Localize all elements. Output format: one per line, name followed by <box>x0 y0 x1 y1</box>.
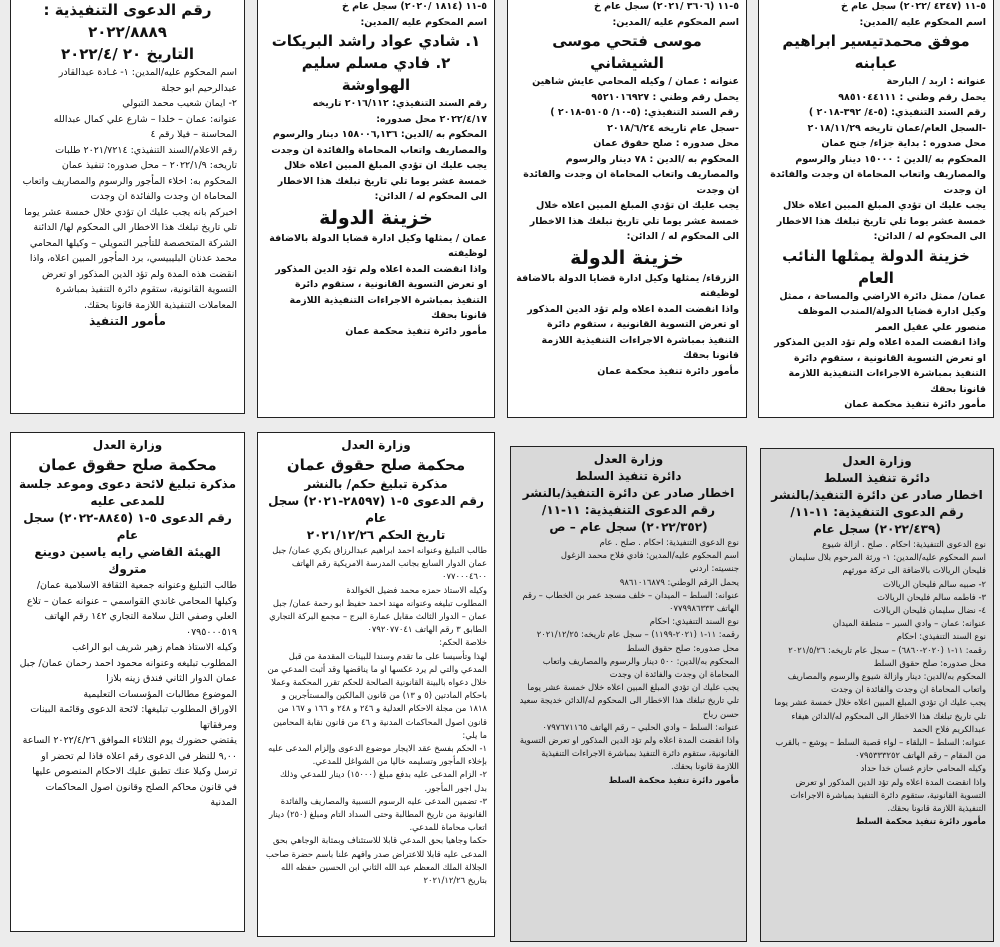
notice-execution-3606 <box>507 0 747 418</box>
notice-line: عنوانه: عمان – خلدا – شارع علي كمال عبدالله المحاسنة – فيلا رقم ٤ <box>53 113 237 140</box>
notice-line: اسم المحكوم عليه /المدين: <box>360 16 487 28</box>
notice-line: رقم الدعوى ٥-١ (٨٨٤٥-٢٠٢٢) سجل عام <box>23 511 232 542</box>
notice-heading: موسى فتحي موسى الشيشاني <box>552 32 702 72</box>
notice-line: نوع السند التنفيذي: احكام <box>896 631 986 642</box>
notice-heading: محكمة صلح حقوق عمان <box>38 456 217 474</box>
notice-line: واذا انقضت المدة اعلاه ولم تؤد الدين المذكور او تعرض التسوية القانونية ، ستقوم دائرة التنفيذ بمباشرة الاجراءات التنفيذية اللازمة قانونا بحقك <box>275 263 487 321</box>
notice-heading: التاريخ ٢٠ /٢٠٢٢/٤ <box>60 45 195 63</box>
notice-line: يجب عليك ان تؤدي المبلغ المبين اعلاه خلال خمسة عشر يوما تلي تاريخ تبلغك هذا الاخطار الى المحكوم له / الدائن: <box>277 160 487 202</box>
notice-line: عنوانه : اربد / البارحة <box>886 76 986 87</box>
notice-line: ٢- الزام المدعى عليه بدفع مبلغ (١٥٠٠٠) دينار للمدعي وذلك بدل اجور المأجور. <box>280 769 487 793</box>
notice-line: ٢- صبيه سالم فليحان الريالات <box>883 578 986 589</box>
notice-line: يجب عليك ان تؤدي المبلغ المبين اعلاه خلال خمسة عشر يوما تلي تاريخ تبلغك هذا الاخطار الى المحكوم له / الدائن: <box>776 200 986 242</box>
notice-line: مأمور التنفيذ <box>89 314 166 328</box>
notice-line: رقم السند التنفيذي: ٢٠١٦/١١٢ تاريخه ٢٠٢٢/٤/١٧ محل صدوره: <box>312 98 487 125</box>
notice-line: يجب عليك ان تؤدي المبلغ المبين اعلاه خلال خمسة عشر يوما تلي تاريخ تبلغك هذا الاخطار الى المحكوم له/الدائن هيفاء عبدالكريم فلاح الحمد <box>774 697 986 734</box>
notice-line: لهذا وتأسيسا على ما تقدم وسندا للبينات المقدمة من قبل المدعي والتي لم يرد عكسها او ما يناقضها وقد أثبت المدعي من خلال دعواه بالبينة القانونية الصالحة للحكم تقرر المحكمة وعملا باحكام المادتين (٥ و ١٣) من قانون المالكين والمستأجرين و ١٨١٨ من مجلة الاحكام العدلية و ٢٤٦ و ٢٤٨ و ١٦٦ و ١٦٧ من قانون اصول المحاكمات المدنية و ٤٦ من قانون نقابة المحامين ما يلي: <box>267 650 487 740</box>
notice-line: يحمل رقم وطني : ٩٨٥١٠٤٤١١١ <box>838 91 986 103</box>
notice-line: رقمه: ١١-١ (٢٠٢٠-٦٨٦٠) – سجل عام تاريخه: ٢٠٢١/٥/٢٦ <box>788 644 986 655</box>
notice-line: المحكوم به /الدين: ١٥٨٠٠٦,١٣٦ دينار والرسوم والمصاريف واتعاب المحاماة والفائدة ان وجدت <box>271 129 487 156</box>
notice-line: ٣- تضمين المدعى عليه الرسوم النسبية والمصاريف والفائدة القانونية من تاريخ المطالبة وحتى السداد التام ومبلغ (٢٥٠) دينار اتعاب محاماة للمدعي. <box>268 795 487 833</box>
notice-line: المطلوب تبليغه وعنوانه محمود احمد رحمان عمان/ جبل عمان الدوار الثاني فندق زينه بلازا <box>19 657 237 684</box>
notice-line: مأمور دائرة تنفيذ محكمة عمان <box>844 399 986 410</box>
notice-line: وزارة العدل <box>341 438 411 452</box>
notice-judgment-28597 <box>257 432 495 937</box>
notice-line: عمان / يمثلها وكيل ادارة قضايا الدولة بالاضافة لوظيفته <box>269 232 487 259</box>
notice-line: يحمل رقم وطني : ٩٥٢١٠١٦٩٢٧ <box>591 91 739 103</box>
notice-line: عنوانه : عمان / وكيله المحامي عايش شاهين <box>532 76 739 87</box>
notice-line: طالب التبليغ وعنوانه جمعية الثقافة الاسلامية عمان/ وكيلها المحامي غاندي القواسمي – عنوانه عمان – تلاع العلي وصفي التل سلامة التجاري ١٤٢ رقم الهاتف ٠٧٩٥٠٠٠٥١٩ <box>26 580 237 638</box>
notice-line: وكيله الاستاذ همام زهير شريف ابو الراغب <box>72 642 237 653</box>
notice-heading: ٢٠٢٢/٨٨٨٩ <box>88 23 167 41</box>
notice-line: ١- الحكم بفسخ عقد الايجار موضوع الدعوى وإلزام المدعى عليه بإخلاء المأجور وتسليمه خاليا من الشواغل للمدعي. <box>268 743 487 767</box>
notice-heading: موفق محمدتيسير ابراهيم عبابنه <box>782 32 970 72</box>
notice-line: واذا انقضت المدة اعلاه ولم تؤد الدين المذكور او تعرض التسوية القانونية ، ستقوم دائرة التنفيذ بمباشرة الاجراءات التنفيذية اللازمة قانونا بحقك <box>774 337 986 395</box>
notice-line: دائرة تنفيذ السلط <box>575 469 682 483</box>
notice-line: مأمور دائرة تنفيذ محكمة السلط <box>855 816 986 827</box>
notice-line: اسم المحكوم عليه/المدين: ١- غـادة عبدالقادر عبدالرحيم ابو حجلة <box>58 67 237 94</box>
notice-line: (٢٠٢٢/٣٥٢) سجل عام – ص <box>549 520 708 534</box>
notice-line: للمدعى عليه <box>90 494 165 508</box>
notice-salt-439 <box>760 448 994 942</box>
notice-line: خلاصة الحكم: <box>439 637 487 648</box>
notice-line: ٥-١١ (٣٦٠٦ /٢٠٢١) سجل عام خ <box>593 1 739 12</box>
notice-line: رقم الدعوى التنفيذية: ١١-١١/ <box>790 505 964 519</box>
notice-line: الاوراق المطلوب تبليغها: لائحة الدعوى وقائمة البينات ومرفقاتها <box>30 704 237 731</box>
notice-line: ٤- نضال سليمان فليحان الريالات <box>873 605 986 616</box>
notice-line: دائرة تنفيذ السلط <box>823 471 931 485</box>
notice-line: يحمل الرقم الوطني: ٩٨٦١٠١٦٨٧٩ <box>619 576 739 587</box>
notice-line: عنوانه: السلط – البلقاء – لواء قصبة السلط – يوشع – بالقرب من المقام – رقم الهاتف ٠٧٩٥٣٣٣٢٥٢ <box>775 737 986 761</box>
notice-line: جنسيته: اردني <box>689 563 739 574</box>
notice-line: عنوانه: السلط – وادي الحلبي – رقم الهاتف ٠٧٩٧٦٧١١٦٥ <box>542 721 739 732</box>
notice-line: اسم المحكوم عليه /المدين: <box>612 16 739 28</box>
notice-line: المحكوم به /الدين : ١٥٠٠٠ دينار والرسوم والمصاريف واتعاب المحاماة ان وجدت والفائدة ان وجدت <box>770 153 986 196</box>
notice-line: عمان/ ممثل دائرة الاراضي والمساحة ، ممثل وكيل ادارة قضايا الدولة/المندب الموظف منصور علي عقيل العمر <box>779 290 986 333</box>
notice-line: الزرقاء/ يمثلها وكيل ادارة قضايا الدولة بالاضافة لوظيفته <box>516 272 739 299</box>
notice-line: ٥-١١ (١٨١٤ /٢٠٢٠) سجل عام خ <box>341 1 487 12</box>
notice-line: رقم الدعوى التنفيذية: ١١-١١/ <box>541 503 716 517</box>
notice-line: -سجل عام تاريخه ٢٠١٨/٦/٢٤ <box>607 122 739 134</box>
notice-line: تاريخه: ٢٠٢٢/١/٩ – محل صدوره: تنفيذ عمان <box>61 160 237 171</box>
notice-line: رقم السند التنفيذي: (٥-١٠/ ٥١٠٥-٢٠١٨ ) <box>550 107 739 118</box>
notice-line: رقمه: ١١-١ (٢٠٢١-١١٩٩) – سجل عام تاريخه: ٢٠٢١/١٢/٢٥ <box>536 629 739 640</box>
notice-line: اسم المحكوم عليه /المدين: <box>859 16 986 28</box>
notice-line: المحكوم به/الدين: دينار وازالة شيوع والرسوم والمصاريف واتعاب المحاماة ان وجدت والفائدة ان وجدت <box>787 671 986 695</box>
notice-line: الموضوع مطالبات المؤسسات التعليمية <box>83 688 237 700</box>
notice-line: رقم السند التنفيذي: (٥-٤/ ٣٩٢-٢٠١٨ ) <box>808 107 986 118</box>
notice-line: -السجل العام/عمان تاريخه ٢٠١٨/١١/٢٩ <box>807 122 986 134</box>
notice-line: طالب التبليغ وعنوانه احمد ابراهيم عبدالرزاق بكري عمان/ جبل عمان الدوار السابع بجانب المدرسة الامريكية رقم الهاتف ٠٧٧٠٠٠٤٦٠٠ <box>272 545 487 582</box>
notice-line: وزارة العدل <box>92 438 163 452</box>
notice-line: حكما وجاهيا بحق المدعي قابلا للاستئناف وبمثابة الوجاهي بحق المدعى عليه قابلا للاعتراض صدر وافهم علنا باسم حضرة صاحب الجلالة الملك المعظم عبد الله الثاني ابن الحسين حفظه الله بتاريخ ٢٠٢١/١٢/٢٦ <box>265 835 487 886</box>
notice-line: ٢- ايمان شعيب محمد التبولي <box>122 98 237 109</box>
notice-line: واذا انقضت المدة اعلاه ولم تؤد الدين المذكور او تعرض التسوية القانونية، ستقوم دائرة التنفيذ بمباشرة الاجراءات التنفيذية اللازمة قانونا بحقك. <box>790 776 986 814</box>
notice-line: اخبركم بانه يجب عليك ان تؤدي خلال خمسة عشر يوما تلي تاريخ تبلغك هذا الاخطار الى المحكوم لها/ الدائنة الشركة المتخصصة للتأجير التمويلي – وكيلها المحامي محمد عدنان البليبيسي، برد المأجور المبين اعلاه، واذا انقضت هذه المدة ولم تؤد الدين المذكور او تعرض التسوية القانونية، ستقوم دائرة التنفيذ بمباشرة المعاملات التنفيذية اللازمة قانونا بحقك. <box>24 206 237 311</box>
notice-execution-1814 <box>257 0 495 418</box>
notice-line: وزارة العدل <box>593 452 664 466</box>
notice-line: مذكرة تبليغ حكم/ بالنشر <box>304 477 448 491</box>
notice-line: محل صدوره : بداية جزاء/ جنح عمان <box>821 138 986 149</box>
notice-line: اخطار صادر عن دائرة التنفيذ/بالنشر <box>771 488 983 502</box>
notice-line: محل صدوره: صلح حقوق السلط <box>873 657 986 668</box>
notice-line: تاريخ الحكم ٢٠٢١/١٢/٢٦ <box>306 528 446 542</box>
notice-line: مأمور دائرة تنفيذ محكمة عمان <box>597 365 739 377</box>
notice-line: مأمور دائرة تنفيذ محكمة السلط <box>608 774 739 785</box>
notice-heading: محكمة صلح حقوق عمان <box>286 456 466 474</box>
notice-line: اخطار صادر عن دائرة التنفيذ/بالنشر <box>522 486 735 500</box>
notice-line: وكيله الاستاذ حمزه محمد فضيل الخوالدة <box>346 584 487 595</box>
notice-line: الهيئة القاضي رايه ياسين دوينع متروك <box>34 545 221 576</box>
notice-line: واذا انقضت المدة اعلاه ولم تؤد الدين المذكور او تعرض التسوية القانونية، ستقوم دائرة التنفيذ بمباشرة الاجراءات التنفيذية اللازمة قانونا بحقك. <box>519 735 739 772</box>
notice-line: ٥-١١ (٤٣٤٧ /٢٠٢٢) سجل عام خ <box>840 1 986 12</box>
notice-line: مأمور دائرة تنفيذ محكمة عمان <box>345 325 487 337</box>
notice-line: المحكوم به /الدين : ٧٨ دينار والرسوم والمصاريف واتعاب المحاماة ان وجدت والفائدة ان وجدت <box>523 153 739 196</box>
notice-execution-4347 <box>758 0 994 418</box>
notice-line: المطلوب تبليغه وعنوانه مهند احمد حفيظ ابو رحمة عمان/ جبل عمان – الدوار الثالث مقابل عمارة البرج – مجمع البركة التجاري الطابق ٣ رقم الهاتف ٠٧٩٢٠٧٧٠٤١ <box>269 597 487 635</box>
notice-line: مذكرة تبليغ لائحة دعوى وموعد جلسة <box>19 477 236 491</box>
notice-line: نوع الدعوى التنفيذية: احكام . صلح . عام <box>599 537 739 547</box>
notice-line: المحكوم به: اخلاء المأجور والرسوم والمصاريف واتعاب المحاماة ان وجدت والفائدة ان وجدت <box>22 175 237 202</box>
notice-line: محل صدوره : صلح حقوق عمان <box>593 138 739 149</box>
notice-heading: خزينة الدولة يمثلها النائب العام <box>782 246 970 287</box>
notice-line: يجب عليك ان تؤدي المبلغ المبين اعلاه خلال خمسة عشر يوما تلي تاريخ تبلغك هذا الاخطار الى المحكوم له / الدائن: <box>529 200 739 242</box>
notice-heading: ١. شادي عواد راشد البريكات <box>271 32 481 50</box>
notice-line: عنوانه: السلط – الميدان – خلف مسجد عمر بن الخطاب – رقم الهاتف ٠٧٧٩٩٨٦٣٣٣ <box>522 589 739 614</box>
notice-line: ٣- فاطمه سالم فليحان الريالات <box>877 591 986 602</box>
notice-execution-8889 <box>10 0 245 414</box>
notice-lawsuit-8845 <box>10 432 245 932</box>
notice-line: وزارة العدل <box>842 454 912 468</box>
notice-line: عنوانه: عمان – وادي السير – منطقة الميدان <box>832 618 986 629</box>
notice-line: محل صدوره: صلح حقوق السلط <box>626 642 739 653</box>
notice-line: نوع الدعوى التنفيذية: احكام . صلح . ازالة شيوع <box>822 539 986 549</box>
notice-line: يقتضي حضورك يوم الثلاثاء الموافق ٢٠٢٢/٤/٢٦ الساعة ٩,٠٠ للنظر في الدعوى رقم اعلاه فاذا لم تحضر او ترسل وكيلا عنك تطبق عليك الاحكام المنصوص عليها في قانون محاكم الصلح وقانون اصول المحاكمات المدنية <box>22 735 237 808</box>
notice-line: اسم المحكوم عليه/المدين: فادي فلاح محمد الزغول <box>560 550 739 561</box>
notice-line: رقم الاعلام/السند التنفيذي: ٢٠٢١/٧٢١٤ طلبات <box>55 144 237 156</box>
notice-line: رقم الدعوى ٥-١ (٢٨٥٩٧-٢٠٢١) سجل عام <box>268 494 484 525</box>
notice-line: (٢٠٢٢/٤٣٩) سجل عام <box>813 522 941 536</box>
notice-line: وكيله المحامي حازم غسان خدا حداد <box>860 763 986 774</box>
notice-heading: ٢. فادي مسلم سليم الهواوشة <box>301 54 451 94</box>
notice-line: نوع السند التنفيذي: احكام <box>649 616 739 627</box>
notice-salt-352 <box>510 446 747 942</box>
notice-line: واذا انقضت المدة اعلاه ولم تؤد الدين المذكور او تعرض التسوية القانونية ، ستقوم دائرة التنفيذ بمباشرة الاجراءات التنفيذية اللازمة قانونا بحقك <box>527 303 739 361</box>
notice-heading: خزينة الدولة <box>319 206 433 229</box>
notice-line: المحكوم به/الدين: ٥٠٠ دينار والرسوم والمصاريف واتعاب المحاماة ان وجدت والفائدة ان وجدت <box>542 655 739 680</box>
notice-heading: خزينة الدولة <box>570 246 684 269</box>
notice-line: اسم المحكوم عليه/المدين: ١- ورثة المرحوم بلال سليمان فليحان الريالات بالاضافة الى تركة مورثهم <box>789 552 986 576</box>
notice-line: يجب عليك ان تؤدي المبلغ المبين اعلاه خلال خمسة عشر يوما تلي تاريخ تبلغك هذا الاخطار الى المحكوم له/الدائن خديجة سعيد حسن رباح <box>519 682 739 719</box>
notice-heading: رقم الدعوى التنفيذية : <box>43 1 212 19</box>
